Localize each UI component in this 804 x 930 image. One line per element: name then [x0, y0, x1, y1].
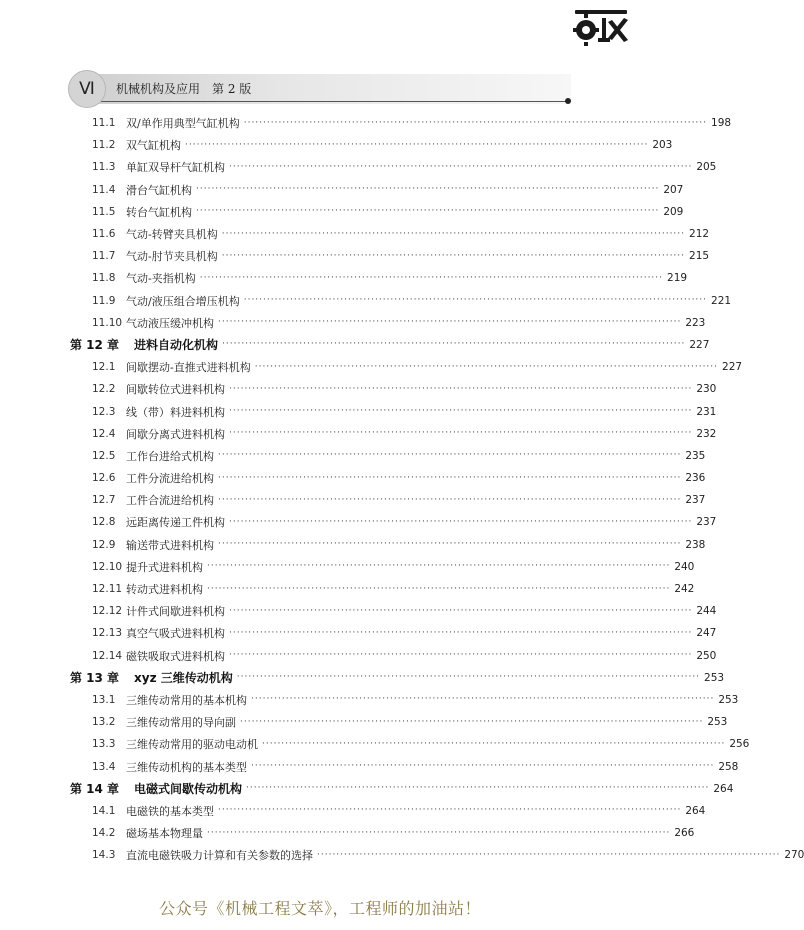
toc-leader-dots: ························································································································: [229, 516, 693, 527]
toc-entry-number: 13.1: [92, 693, 116, 706]
toc-section-row[interactable]: [70, 556, 695, 578]
toc-entry-title: 工件分流进给机构: [126, 472, 214, 486]
toc-section-row[interactable]: [70, 489, 706, 511]
toc-entry-number: 11.3: [92, 161, 116, 174]
toc-entry-number: 12.10: [92, 560, 123, 573]
toc-entry-number: 13.2: [92, 716, 116, 729]
toc-entry-title: 三维传动常用的驱动电动机: [126, 738, 258, 752]
toc-entry-number: 11.5: [92, 205, 116, 218]
toc-entry-number: 11.9: [92, 294, 116, 307]
toc-entry-title: 输送带式进料机构: [126, 538, 214, 552]
toc-entry-number: 13.4: [92, 760, 116, 773]
toc-entry-title: 计件式间歇进料机构: [126, 605, 225, 619]
toc-entry-page: 203: [652, 139, 673, 152]
toc-section-row[interactable]: [70, 733, 750, 755]
toc-entry-page: 205: [696, 161, 717, 174]
toc-entry-number: 14.3: [92, 849, 116, 862]
gear-shaft-logo-icon: [572, 8, 630, 48]
toc-entry-number: 11.2: [92, 139, 116, 152]
header-dot: [565, 98, 571, 104]
toc-entry-page: 256: [729, 738, 750, 751]
toc-section-row[interactable]: [70, 134, 673, 156]
toc-leader-dots: ························································································································: [229, 605, 693, 616]
toc-section-row[interactable]: [70, 245, 710, 267]
toc-entry-title: 进料自动化机构: [134, 338, 219, 353]
toc-entry-number: 11.10: [92, 316, 123, 329]
book-title: 机械机构及应用 第 2 版: [116, 82, 252, 96]
toc-entry-page: 209: [663, 205, 684, 218]
toc-section-row[interactable]: [70, 290, 732, 312]
toc-leader-dots: ························································································································: [251, 761, 715, 772]
toc-entry-title: 工作台进给式机构: [126, 449, 214, 463]
toc-entry-title: 真空气吸式进料机构: [126, 627, 225, 641]
toc-entry-title: 磁铁吸取式进料机构: [126, 649, 225, 663]
toc-entry-number: 12.3: [92, 405, 116, 418]
toc-leader-dots: ························································································································: [218, 472, 682, 483]
toc-entry-page: 264: [685, 804, 706, 817]
toc-entry-number: 12.14: [92, 649, 123, 662]
toc-entry-title: 提升式进料机构: [126, 560, 203, 574]
toc-entry-title: 气动-转臂夹具机构: [126, 228, 218, 242]
toc-entry-page: 250: [696, 649, 717, 662]
toc-leader-dots: ························································································································: [229, 627, 693, 638]
toc-entry-page: 236: [685, 472, 706, 485]
toc-entry-number: 12.2: [92, 383, 116, 396]
toc-entry-number: 14.1: [92, 804, 116, 817]
toc-section-row[interactable]: [70, 711, 728, 733]
toc-entry-title: xyz 三维传动机构: [134, 671, 233, 686]
toc-entry-page: 244: [696, 605, 717, 618]
toc-leader-dots: ························································································································: [199, 272, 664, 283]
toc-entry-title: 工件合流进给机构: [126, 494, 214, 508]
toc-section-row[interactable]: [70, 445, 706, 467]
toc-entry-title: 三维传动常用的导向副: [126, 716, 236, 730]
toc-entry-title: 滑台气缸机构: [126, 183, 192, 197]
toc-section-row[interactable]: [70, 600, 717, 622]
toc-entry-page: 266: [674, 827, 695, 840]
toc-entry-number: 12.11: [92, 583, 123, 596]
toc-leader-dots: ························································································································: [196, 206, 660, 217]
toc-entry-page: 232: [696, 427, 717, 440]
toc-section-row[interactable]: [70, 223, 710, 245]
toc-entry-number: 12.12: [92, 605, 123, 618]
toc-entry-page: 235: [685, 449, 706, 462]
toc-leader-dots: ························································································································: [196, 184, 660, 195]
toc-section-row[interactable]: [70, 400, 717, 422]
toc-entry-page: 223: [685, 316, 706, 329]
toc-leader-dots: ························································································································: [207, 583, 671, 594]
toc-entry-page: 231: [696, 405, 717, 418]
toc-entry-page: 237: [696, 516, 717, 529]
toc-section-row[interactable]: [70, 423, 717, 445]
toc-entry-page: 207: [663, 183, 684, 196]
toc-section-row[interactable]: [70, 467, 706, 489]
toc-entry-page: 237: [685, 494, 706, 507]
toc-leader-dots: ························································································································: [222, 339, 686, 350]
toc-entry-page: 258: [718, 760, 739, 773]
toc-leader-dots: ························································································································: [229, 650, 693, 661]
toc-entry-page: 215: [689, 250, 710, 263]
toc-entry-page: 270: [784, 849, 804, 862]
toc-entry-number: 12.4: [92, 427, 116, 440]
toc-entry-title: 线（带）料进料机构: [126, 405, 225, 419]
toc-entry-title: 磁场基本物理量: [126, 827, 203, 841]
toc-entry-title: 气动液压缓冲机构: [126, 316, 214, 330]
toc-entry-number: 11.8: [92, 272, 116, 285]
toc-entry-title: 转动式进料机构: [126, 583, 203, 597]
toc-leader-dots: ························································································································: [207, 827, 671, 838]
toc-entry-page: 253: [707, 716, 728, 729]
toc-entry-page: 227: [722, 361, 743, 374]
table-of-contents: [70, 112, 804, 866]
toc-section-row[interactable]: [70, 534, 706, 556]
toc-leader-dots: ························································································································: [218, 450, 682, 461]
toc-section-row[interactable]: [70, 645, 717, 667]
toc-leader-dots: ························································································································: [218, 539, 682, 550]
toc-entry-page: 227: [689, 338, 710, 351]
toc-section-row[interactable]: [70, 844, 804, 866]
toc-entry-page: 253: [718, 693, 739, 706]
toc-section-row[interactable]: [70, 312, 706, 334]
toc-entry-title: 单缸双导杆气缸机构: [126, 161, 225, 175]
toc-leader-dots: ························································································································: [243, 295, 708, 306]
toc-section-row[interactable]: [70, 112, 732, 134]
toc-entry-title: 电磁铁的基本类型: [126, 804, 214, 818]
header-rule: [84, 101, 567, 102]
toc-leader-dots: ························································································································: [251, 694, 715, 705]
toc-entry-title: 双/单作用典型气缸机构: [126, 117, 240, 131]
toc-leader-dots: ························································································································: [221, 250, 686, 261]
toc-section-row[interactable]: [70, 578, 695, 600]
toc-entry-title: 间歇摆动-直推式进料机构: [126, 361, 251, 375]
toc-entry-number: 第 12 章: [70, 338, 120, 353]
toc-section-row[interactable]: [70, 622, 717, 644]
toc-entry-page: 198: [711, 117, 732, 130]
toc-entry-title: 三维传动常用的基本机构: [126, 693, 247, 707]
toc-leader-dots: ························································································································: [229, 161, 693, 172]
toc-leader-dots: ························································································································: [207, 561, 671, 572]
toc-leader-dots: ························································································································: [218, 494, 682, 505]
toc-entry-title: 气动-夹指机构: [126, 272, 196, 286]
toc-entry-page: 253: [704, 671, 725, 684]
toc-entry-title: 转台气缸机构: [126, 205, 192, 219]
toc-leader-dots: ························································································································: [229, 383, 693, 394]
toc-entry-page: 230: [696, 383, 717, 396]
toc-entry-number: 12.9: [92, 538, 116, 551]
toc-entry-number: 12.13: [92, 627, 123, 640]
toc-entry-title: 间歇转位式进料机构: [126, 383, 225, 397]
toc-section-row[interactable]: [70, 179, 684, 201]
toc-entry-page: 238: [685, 538, 706, 551]
toc-entry-page: 240: [674, 560, 695, 573]
toc-entry-page: 219: [667, 272, 688, 285]
toc-leader-dots: ························································································································: [236, 672, 701, 683]
toc-entry-page: 242: [674, 583, 695, 596]
toc-section-row[interactable]: [70, 378, 717, 400]
toc-entry-number: 11.4: [92, 183, 116, 196]
toc-leader-dots: ························································································································: [185, 139, 649, 150]
toc-entry-title: 电磁式间歇传动机构: [134, 782, 243, 797]
toc-entry-page: 212: [689, 228, 710, 241]
toc-chapter-row[interactable]: [70, 778, 734, 800]
toc-section-row[interactable]: [70, 356, 743, 378]
toc-leader-dots: ························································································································: [218, 317, 682, 328]
page-header: [66, 70, 571, 108]
toc-entry-number: 13.3: [92, 738, 116, 751]
toc-leader-dots: ························································································································: [229, 406, 693, 417]
toc-leader-dots: ························································································································: [246, 783, 710, 794]
toc-section-row[interactable]: [70, 511, 717, 533]
toc-entry-title: 三维传动机构的基本类型: [126, 760, 247, 774]
toc-section-row[interactable]: [70, 156, 717, 178]
toc-leader-dots: ························································································································: [240, 716, 704, 727]
toc-entry-page: 264: [713, 782, 734, 795]
toc-entry-number: 11.1: [92, 117, 116, 130]
toc-leader-dots: ························································································································: [221, 228, 686, 239]
page-number-roman: Ⅵ: [68, 70, 106, 108]
toc-entry-page: 221: [711, 294, 732, 307]
toc-entry-title: 气动/液压组合增压机构: [126, 294, 240, 308]
toc-section-row[interactable]: [70, 822, 695, 844]
toc-entry-number: 12.7: [92, 494, 116, 507]
toc-entry-title: 间歇分离式进料机构: [126, 427, 225, 441]
toc-section-row[interactable]: [70, 800, 706, 822]
toc-leader-dots: ························································································································: [243, 117, 708, 128]
toc-entry-number: 12.6: [92, 472, 116, 485]
toc-entry-page: 247: [696, 627, 717, 640]
toc-entry-number: 12.8: [92, 516, 116, 529]
toc-entry-title: 直流电磁铁吸力计算和有关参数的选择: [126, 849, 313, 863]
toc-entry-number: 12.1: [92, 361, 116, 374]
toc-entry-title: 远距离传递工件机构: [126, 516, 225, 530]
toc-section-row[interactable]: [70, 689, 739, 711]
toc-entry-number: 第 13 章: [70, 671, 120, 686]
toc-section-row[interactable]: [70, 267, 688, 289]
toc-leader-dots: ························································································································: [317, 849, 781, 860]
toc-entry-title: 双气缸机构: [126, 139, 181, 153]
footer-watermark: 公众号《机械工程文萃》，工程师的加油站！: [158, 899, 481, 918]
toc-leader-dots: ························································································································: [229, 428, 693, 439]
toc-entry-title: 气动-肘节夹具机构: [126, 250, 218, 264]
toc-leader-dots: ························································································································: [262, 738, 726, 749]
toc-entry-number: 第 14 章: [70, 782, 120, 797]
toc-chapter-row[interactable]: [70, 667, 725, 689]
toc-chapter-row[interactable]: [70, 334, 710, 356]
toc-entry-number: 11.7: [92, 250, 116, 263]
toc-entry-number: 12.5: [92, 449, 116, 462]
toc-leader-dots: ························································································································: [254, 361, 719, 372]
toc-leader-dots: ························································································································: [218, 805, 682, 816]
toc-entry-number: 11.6: [92, 228, 116, 241]
toc-section-row[interactable]: [70, 755, 739, 777]
toc-section-row[interactable]: [70, 201, 684, 223]
toc-entry-number: 14.2: [92, 827, 116, 840]
